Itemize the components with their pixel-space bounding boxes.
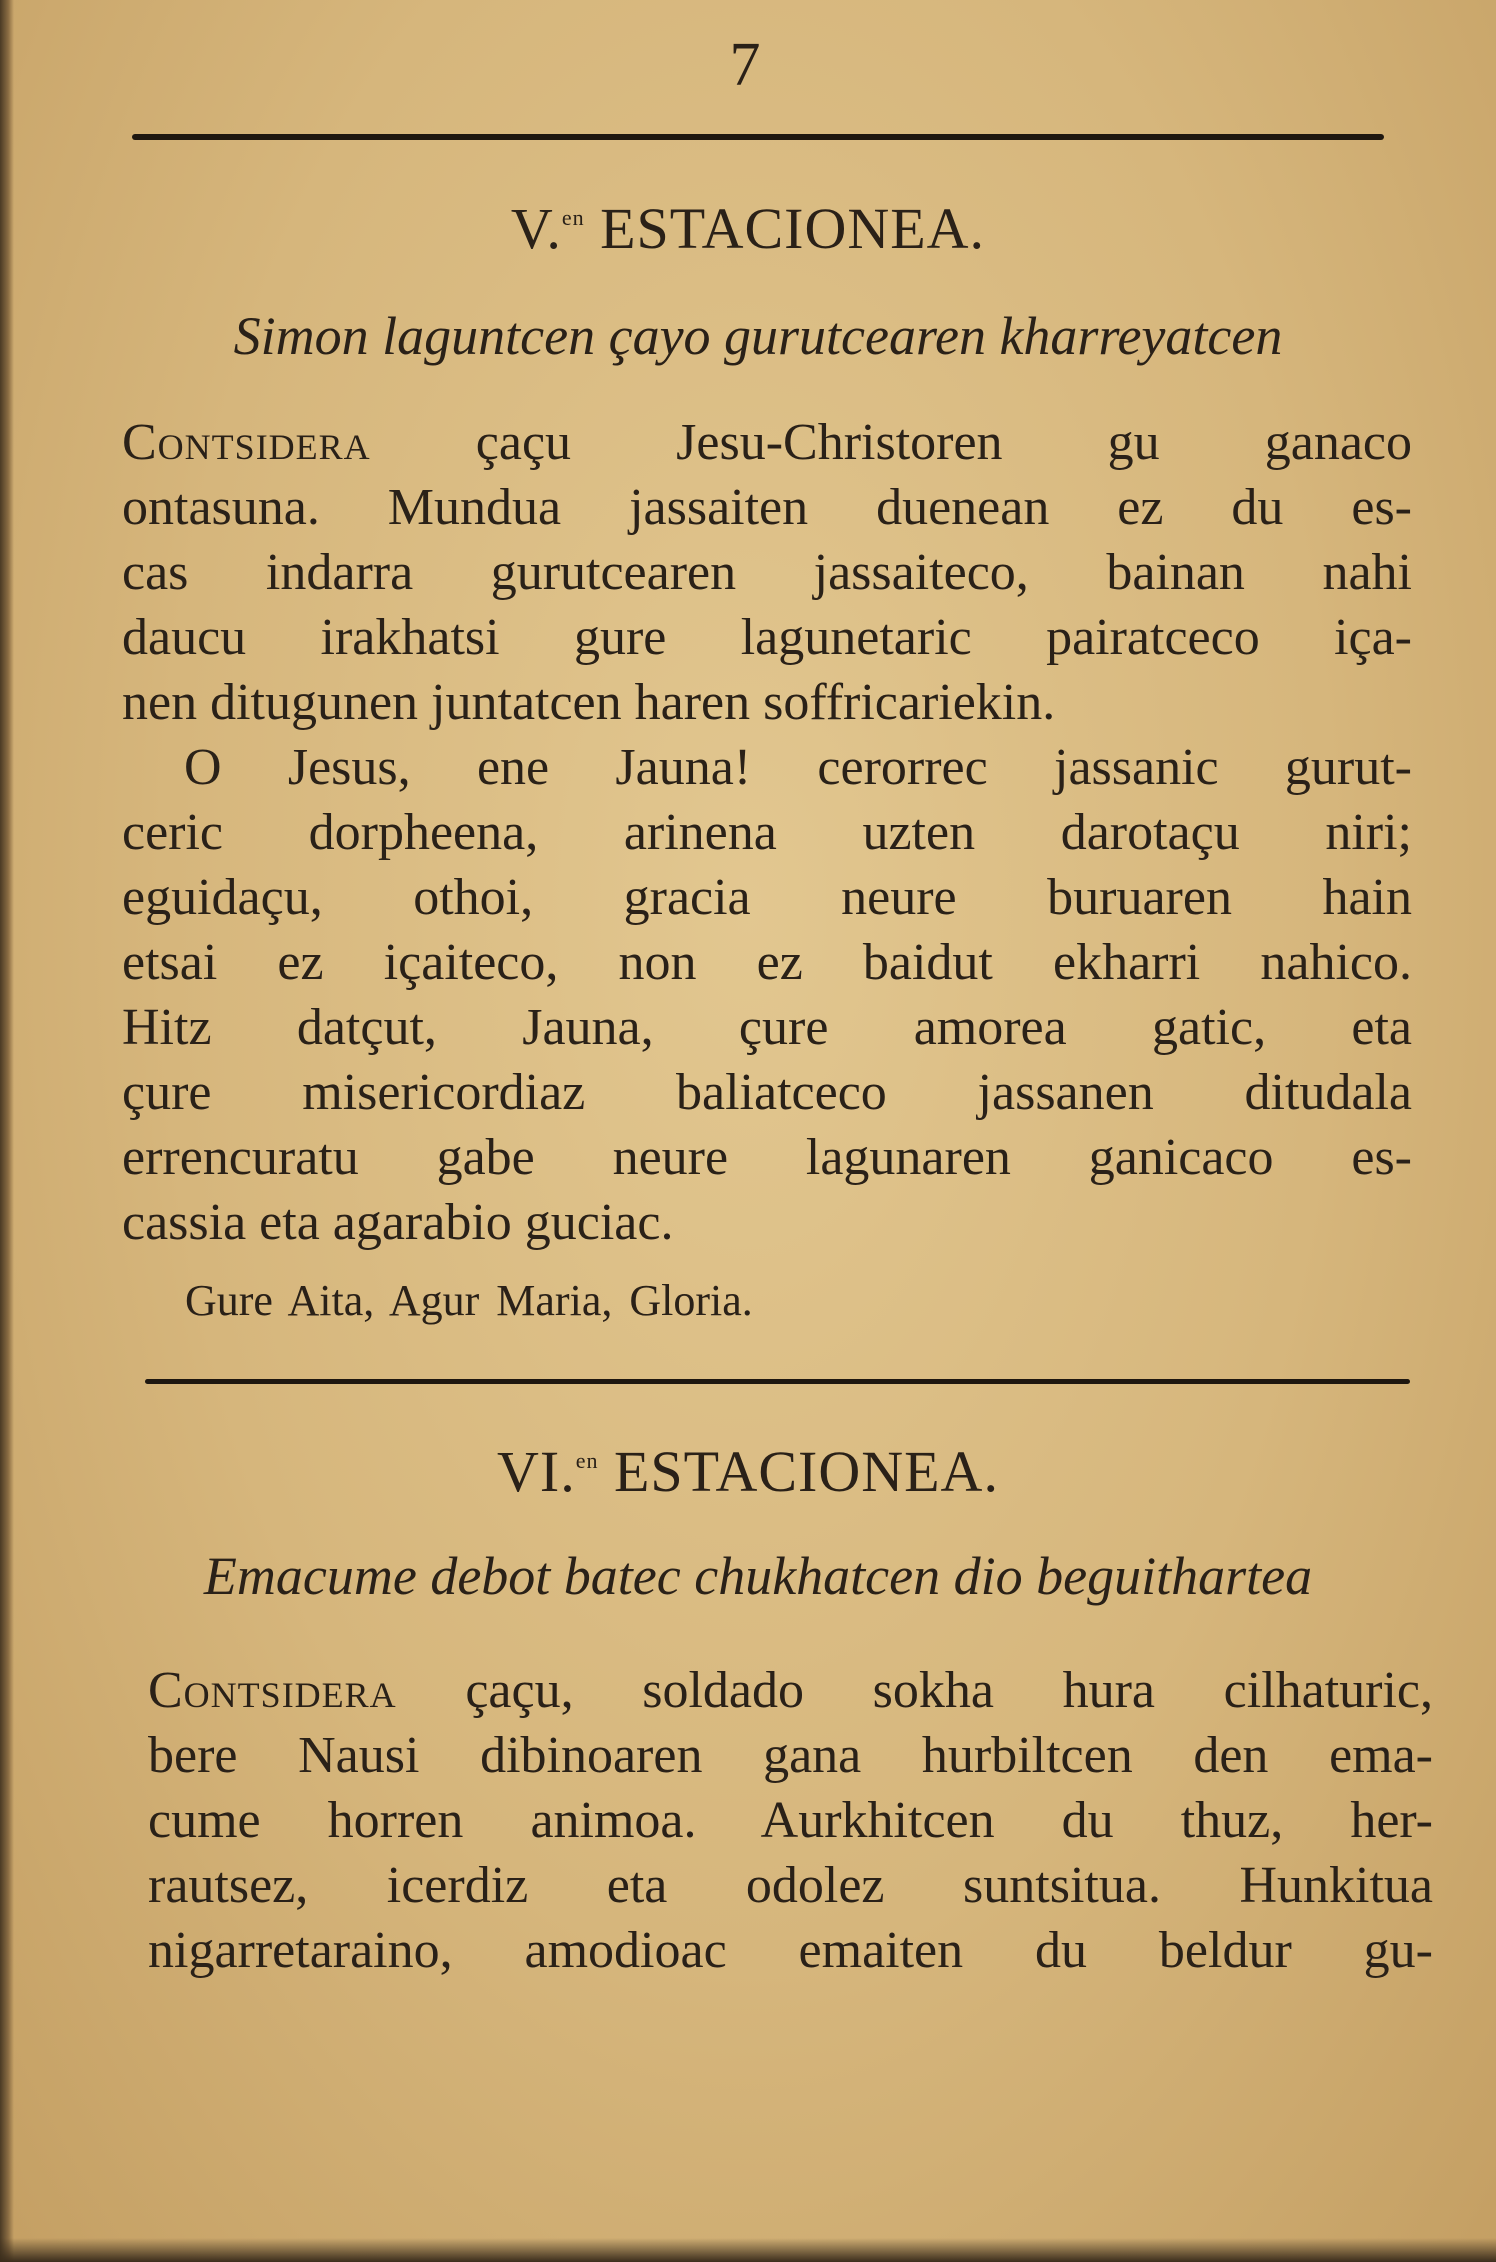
body-line: bere Nausi dibinoaren gana hurbiltcen den ema-: [148, 1727, 1433, 1784]
station-6-word: ESTACIONEA.: [614, 1439, 999, 1504]
station-6-heading: [0, 1438, 1496, 1505]
body-line: Contsidera çaçu, soldado sokha hura cilhaturic,: [148, 1662, 1434, 1719]
station-6-number: VI.: [497, 1439, 576, 1504]
body-line: çure misericordiaz baliatceco jassanen ditudala: [122, 1064, 1412, 1121]
body-line: cas indarra gurutcearen jassaiteco, bainan nahi: [122, 544, 1412, 601]
station-5-subtitle: Simon laguntcen çayo gurutcearen kharreyatcen: [233, 306, 1283, 366]
station-6-subtitle: Emacume debot batec chukhatcen dio beguithartea: [203, 1546, 1313, 1606]
station-5-heading: [0, 195, 1496, 262]
lead-word: Contsidera: [148, 1662, 397, 1719]
body-line: nigarretaraino, amodioac emaiten du beldur gu-: [148, 1922, 1433, 1979]
body-line: ceric dorpheena, arinena uzten darotaçu niri;: [122, 804, 1412, 861]
station-6-ordinal: en: [575, 1448, 599, 1473]
page-number: 7: [729, 31, 761, 99]
station-5-prayer: Gure Aita, Agur Maria, Gloria.: [185, 1276, 753, 1325]
body-line: cume horren animoa. Aurkhitcen du thuz, her-: [148, 1792, 1433, 1849]
section-divider-rule: [145, 1379, 1410, 1384]
body-line: nen ditugunen juntatcen haren soffricariekin.: [122, 674, 1056, 731]
lead-word: Contsidera: [122, 414, 371, 471]
body-line: cassia eta agarabio guciac.: [122, 1194, 674, 1251]
body-line: O Jesus, ene Jauna! cerorrec jassanic gurut-: [184, 739, 1412, 796]
station-5-ordinal: en: [561, 205, 585, 230]
body-line: daucu irakhatsi gure lagunetaric pairatceco iça-: [122, 609, 1412, 666]
body-line: Contsidera çaçu Jesu-Christoren gu ganaco: [122, 414, 1412, 471]
body-line: eguidaçu, othoi, gracia neure buruaren hain: [122, 869, 1412, 926]
station-5-body: [122, 410, 1412, 1255]
body-line: errencuratu gabe neure lagunaren ganicaco es-: [122, 1129, 1412, 1186]
header-rule: [132, 134, 1384, 140]
station-6-body: [148, 1658, 1433, 1983]
body-line: ontasuna. Mundua jassaiten duenean ez du es-: [122, 479, 1412, 536]
body-line: etsai ez içaiteco, non ez baidut ekharri nahico.: [122, 934, 1412, 991]
body-line: rautsez, icerdiz eta odolez suntsitua. Hunkitua: [148, 1857, 1433, 1914]
page-binding-edge: [0, 0, 14, 2262]
station-5-word: ESTACIONEA.: [600, 196, 986, 261]
page-bottom-edge: [0, 2238, 1496, 2262]
station-5-number: V.: [510, 196, 562, 261]
body-line: Hitz datçut, Jauna, çure amorea gatic, eta: [122, 999, 1412, 1056]
